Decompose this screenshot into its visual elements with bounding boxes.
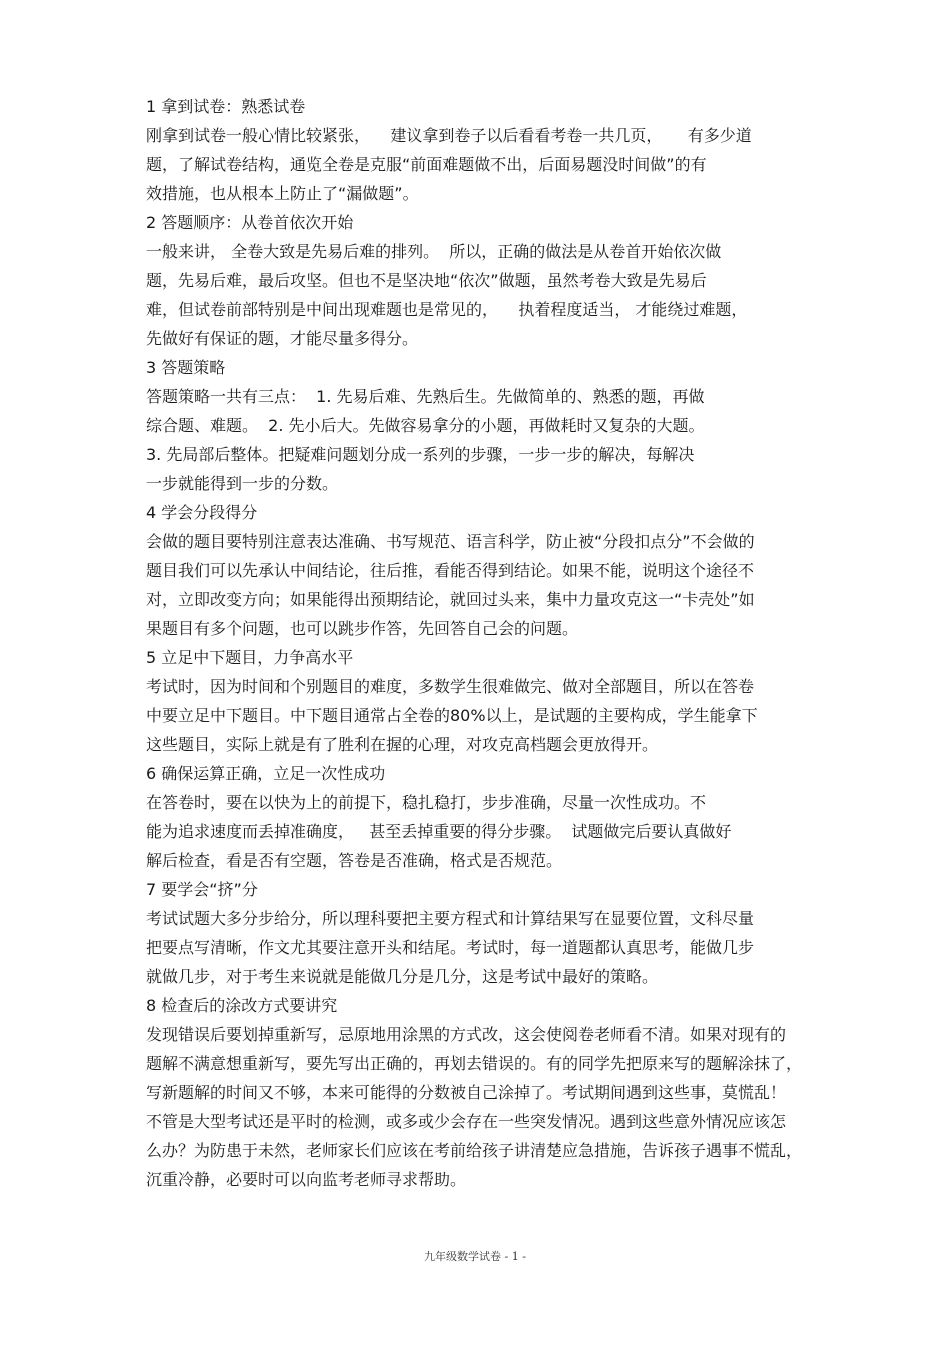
body-text-line: 题，先易后难，最后攻坚。但也不是坚决地“依次”做题，虽然考卷大致是先易后 (146, 271, 707, 290)
body-text-line: 一般来讲， 全卷大致是先易后难的排列。 所以，正确的做法是从卷首开始依次做 (146, 242, 722, 261)
body-text-line: 考试时，因为时间和个别题目的难度，多数学生很难做完、做对全部题目，所以在答卷 (146, 677, 755, 696)
body-text-line: 效措施，也从根本上防止了“漏做题”。 (146, 184, 419, 203)
body-text-line: 题解不满意想重新写，要先写出正确的，再划去错误的。有的同学先把原来写的题解涂抹了， (146, 1054, 803, 1073)
body-text-line: 能为追求速度而丢掉准确度， 甚至丢掉重要的得分步骤。 试题做完后要认真做好 (146, 822, 732, 841)
body-text-line: 答题策略一共有三点： 1. 先易后难、先熟后生。先做简单的、熟悉的题，再做 (146, 387, 705, 406)
document-body (146, 92, 836, 1194)
body-text-line: 题，了解试卷结构，通览全卷是克服“前面难题做不出，后面易题没时间做”的有 (146, 155, 707, 174)
section-heading: 7 要学会“挤”分 (146, 880, 258, 899)
page-footer: 九年级数学试卷 - 1 - (424, 1250, 526, 1263)
body-text-line: 沉重冷静，必要时可以向监考老师寻求帮助。 (146, 1170, 467, 1189)
body-text-line: 不管是大型考试还是平时的检测，或多或少会存在一些突发情况。遇到这些意外情况应该怎 (146, 1112, 787, 1131)
body-text-line: 这些题目，实际上就是有了胜利在握的心理，对攻克高档题会更放得开。 (146, 735, 659, 754)
section-heading: 5 立足中下题目，力争高水平 (146, 648, 354, 667)
body-text-line: 先做好有保证的题，才能尽量多得分。 (146, 329, 419, 348)
body-text-line: 把要点写清晰，作文尤其要注意开头和结尾。考试时，每一道题都认真思考，能做几步 (146, 938, 755, 957)
body-text-line: 写新题解的时间又不够，本来可能得的分数被自己涂掉了。考试期间遇到这些事，莫慌乱！ (146, 1083, 787, 1102)
body-text-line: 刚拿到试卷一般心情比较紧张， 建议拿到卷子以后看看考卷一共几页， 有多少道 (146, 126, 752, 145)
section-heading: 2 答题顺序：从卷首依次开始 (146, 213, 354, 232)
body-text-line: 考试试题大多分步给分，所以理科要把主要方程式和计算结果写在显要位置，文科尽量 (146, 909, 755, 928)
body-text-line: 一步就能得到一步的分数。 (146, 474, 339, 493)
section-heading: 1 拿到试卷：熟悉试卷 (146, 97, 306, 116)
body-text-line: 解后检查，看是否有空题，答卷是否准确，格式是否规范。 (146, 851, 563, 870)
section-heading: 3 答题策略 (146, 358, 226, 377)
body-text-line: 果题目有多个问题，也可以跳步作答，先回答自己会的问题。 (146, 619, 579, 638)
body-text-line: 在答卷时，要在以快为上的前提下，稳扎稳打，步步准确，尽量一次性成功。不 (146, 793, 707, 812)
body-text-line: 中要立足中下题目。中下题目通常占全卷的80%以上，是试题的主要构成，学生能拿下 (146, 706, 758, 725)
body-text-line: 么办？为防患于未然，老师家长们应该在考前给孩子讲清楚应急措施，告诉孩子遇事不慌乱， (146, 1141, 803, 1160)
body-text-line: 会做的题目要特别注意表达准确、书写规范、语言科学，防止被“分段扣点分”不会做的 (146, 532, 755, 551)
body-text-line: 对，立即改变方向；如果能得出预期结论，就回过头来，集中力量攻克这一“卡壳处”如 (146, 590, 755, 609)
body-text-line: 3. 先局部后整体。把疑难问题划分成一系列的步骤，一步一步的解决，每解决 (146, 445, 695, 464)
body-text-line: 难，但试卷前部特别是中间出现难题也是常见的， 执着程度适当， 才能绕过难题， (146, 300, 748, 319)
body-text-line: 综合题、难题。 2. 先小后大。先做容易拿分的小题，再做耗时又复杂的大题。 (146, 416, 705, 435)
body-text-line: 就做几步，对于考生来说就是能做几分是几分，这是考试中最好的策略。 (146, 967, 659, 986)
section-heading: 4 学会分段得分 (146, 503, 258, 522)
body-text-line: 发现错误后要划掉重新写，忌原地用涂黑的方式改，这会使阅卷老师看不清。如果对现有的 (146, 1025, 787, 1044)
section-heading: 8 检查后的涂改方式要讲究 (146, 996, 338, 1015)
section-heading: 6 确保运算正确，立足一次性成功 (146, 764, 386, 783)
body-text-line: 题目我们可以先承认中间结论，往后推，看能否得到结论。如果不能，说明这个途径不 (146, 561, 755, 580)
